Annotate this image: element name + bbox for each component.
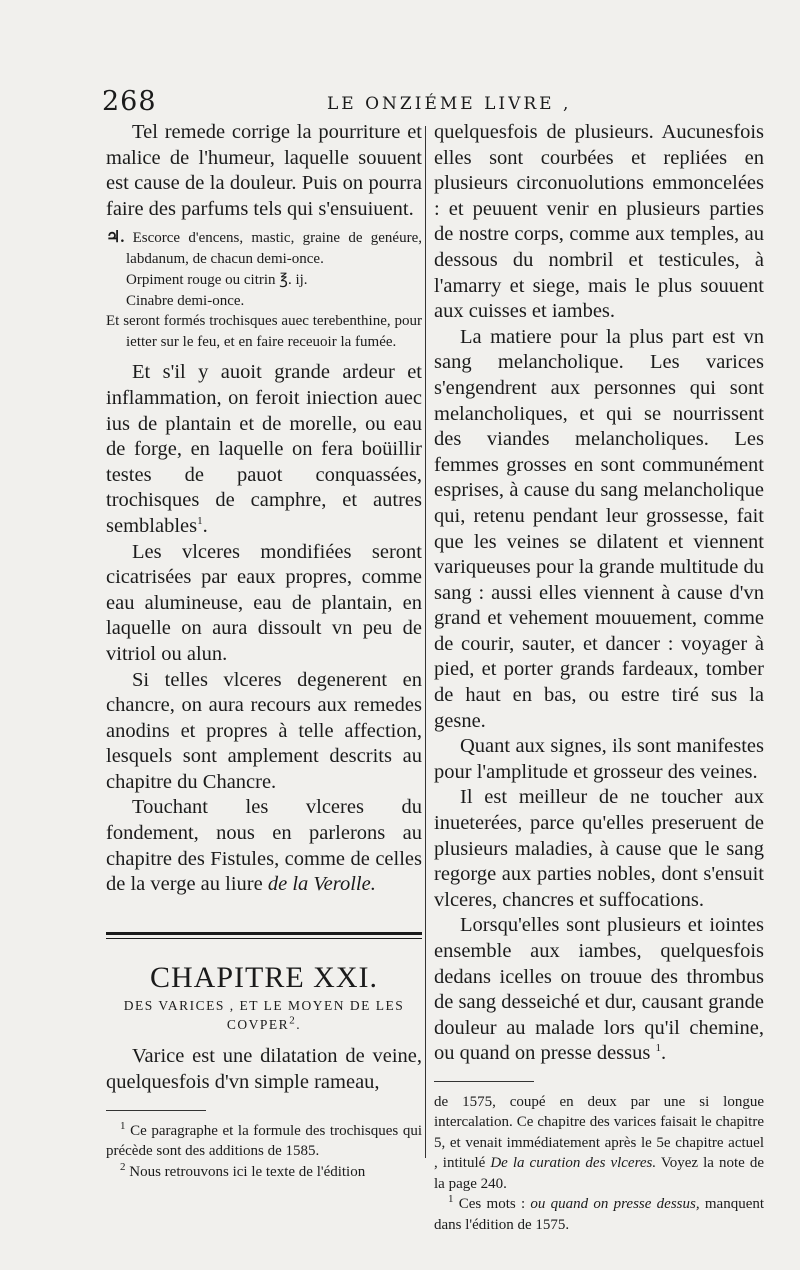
recipe-line: Orpiment rouge ou citrin ℥. ij. xyxy=(126,272,308,289)
paragraph: Si telles vlceres degenerent en chancre, on aura recours aux remedes anodins et propres à telle affection, lesquels sont amplement descrits au chapitre du Chancre. xyxy=(106,668,422,793)
footnote-separator xyxy=(106,1110,206,1111)
chapter-title: CHAPITRE XXI. xyxy=(150,960,378,994)
paragraph: Il est meilleur de ne toucher aux inueterées, parce qu'elles preseruent de plusieurs maladies, à cause que le sang regorge aux parties nobles, dont s'ensuit vlceres, chancres et suffocations. xyxy=(434,786,764,911)
chapter-subtitle: DES VARICES , ET LE MOYEN DE LES COVPER$^2$. xyxy=(123,998,405,1033)
paragraph: Varice est une dilatation de veine, quelquesfois d'vn simple rameau, xyxy=(106,1045,422,1094)
footnote-ref: 2 xyxy=(289,1014,297,1027)
italic-title: de la Verolle. xyxy=(267,873,376,896)
footnote-ref: 1 xyxy=(655,1042,661,1055)
footnote: $^1$ Ces mots : ou quand on presse dessus, manquent dans l'édition de 1575. xyxy=(434,1193,765,1233)
chapter-divider xyxy=(106,932,422,939)
paragraph: Touchant les vlceres du fondement, nous en parlerons au chapitre des Fistules, comme de celles de la verge au liure de la Verolle. xyxy=(106,796,422,896)
recipe-symbol: ♃. xyxy=(106,229,125,247)
footnotes xyxy=(106,1121,422,1183)
left-column xyxy=(106,120,422,1182)
page-number: 268 xyxy=(102,86,157,117)
paragraph: Et s'il y auoit grande ardeur et inflammation, on feroit iniection auec ius de plantain et de morelle, ou eau de forge, en laquelle on fera boüillir testes de pauot conquassées, trochisques de camphre, et autres semblables$^1$. xyxy=(106,361,422,537)
paragraph: Tel remede corrige la pourriture et malice de l'humeur, laquelle souuent est cause de la douleur. Puis on pourra faire des parfums tels qui s'ensuiuent. xyxy=(106,121,422,220)
running-title: LE ONZIÉME LIVRE , xyxy=(327,94,572,114)
paragraph: Lorsqu'elles sont plusieurs et iointes ensemble aux iambes, quelquesfois dedans icelles on trouue des thrombus de sang desseiché et dur, causant grande douleur au malade lors qu'il chemine, ou quand on presse dessus $^1$. xyxy=(434,914,764,1065)
recipe-line: Et seront formés trochisques auec terebenthine, pour ietter sur le feu, et en faire receuoir la fumée. xyxy=(106,313,422,350)
paragraph: Les vlceres mondifiées seront cicatrisées par eaux propres, comme eau alumineuse, eau de plantain, en laquelle on aura dissoult vn peu de vitriol ou alun. xyxy=(106,540,422,665)
recipe-line: Cinabre demi-once. xyxy=(126,292,245,309)
right-column xyxy=(434,120,764,1235)
recipe-line: Escorce d'encens, mastic, graine de genéure, labdanum, de chacun demi-once. xyxy=(126,230,422,267)
recipe xyxy=(106,228,422,352)
paragraph: La matiere pour la plus part est vn sang melancholique. Les varices s'engendrent aux personnes qui sont melancholiques, et qui se nourrissent des viandes melancholiques. Les femmes grosses en sont communément esprises, à cause du sang melancholique qui, retenu pendant leur grossesse, fait que les veines se dilatent et viennent variqueuses pour la grande multitude du sang : aussi elles viennent à cause d'vn grand et vehement mouuement, comme de courir, sauter, et dancer : voyager à pied, et porter grands fardeaux, tomber de haut en bas, ou estre tiré sus la gesne. xyxy=(434,325,764,732)
column-rule xyxy=(425,126,426,1158)
footnote-ref: 1 xyxy=(197,515,203,528)
page-header xyxy=(102,86,762,122)
footnote-continuation: de 1575, coupé en deux par une si longue intercalation. Ce chapitre des varices faisait le chapitre 5, et venait immédiatement après le 5e chapitre actuel , intitulé De la curation des vlceres. Voyez la note de la page 240. xyxy=(434,1093,764,1192)
paragraph: Quant aux signes, ils sont manifestes pour l'amplitude et grosseur des veines. xyxy=(434,735,764,783)
footnote: $^1$ Ce paragraphe et la formule des trochisques qui précède sont des additions de 1585. xyxy=(106,1119,422,1160)
footnotes xyxy=(434,1092,764,1236)
footnote: $^2$ Nous retrouvons ici le texte de l'édition xyxy=(120,1160,366,1180)
paragraph: quelquesfois de plusieurs. Aucunesfois elles sont courbées et repliées en plusieurs circonuolutions emmoncelées : et peuuent venir en plusieurs parties de nostre corps, comme aux temples, au dessous du nombril et testicules, à l'amarry et siege, mais le plus souuent aux cuisses et iambes. xyxy=(434,121,764,323)
footnote-separator xyxy=(434,1081,534,1082)
